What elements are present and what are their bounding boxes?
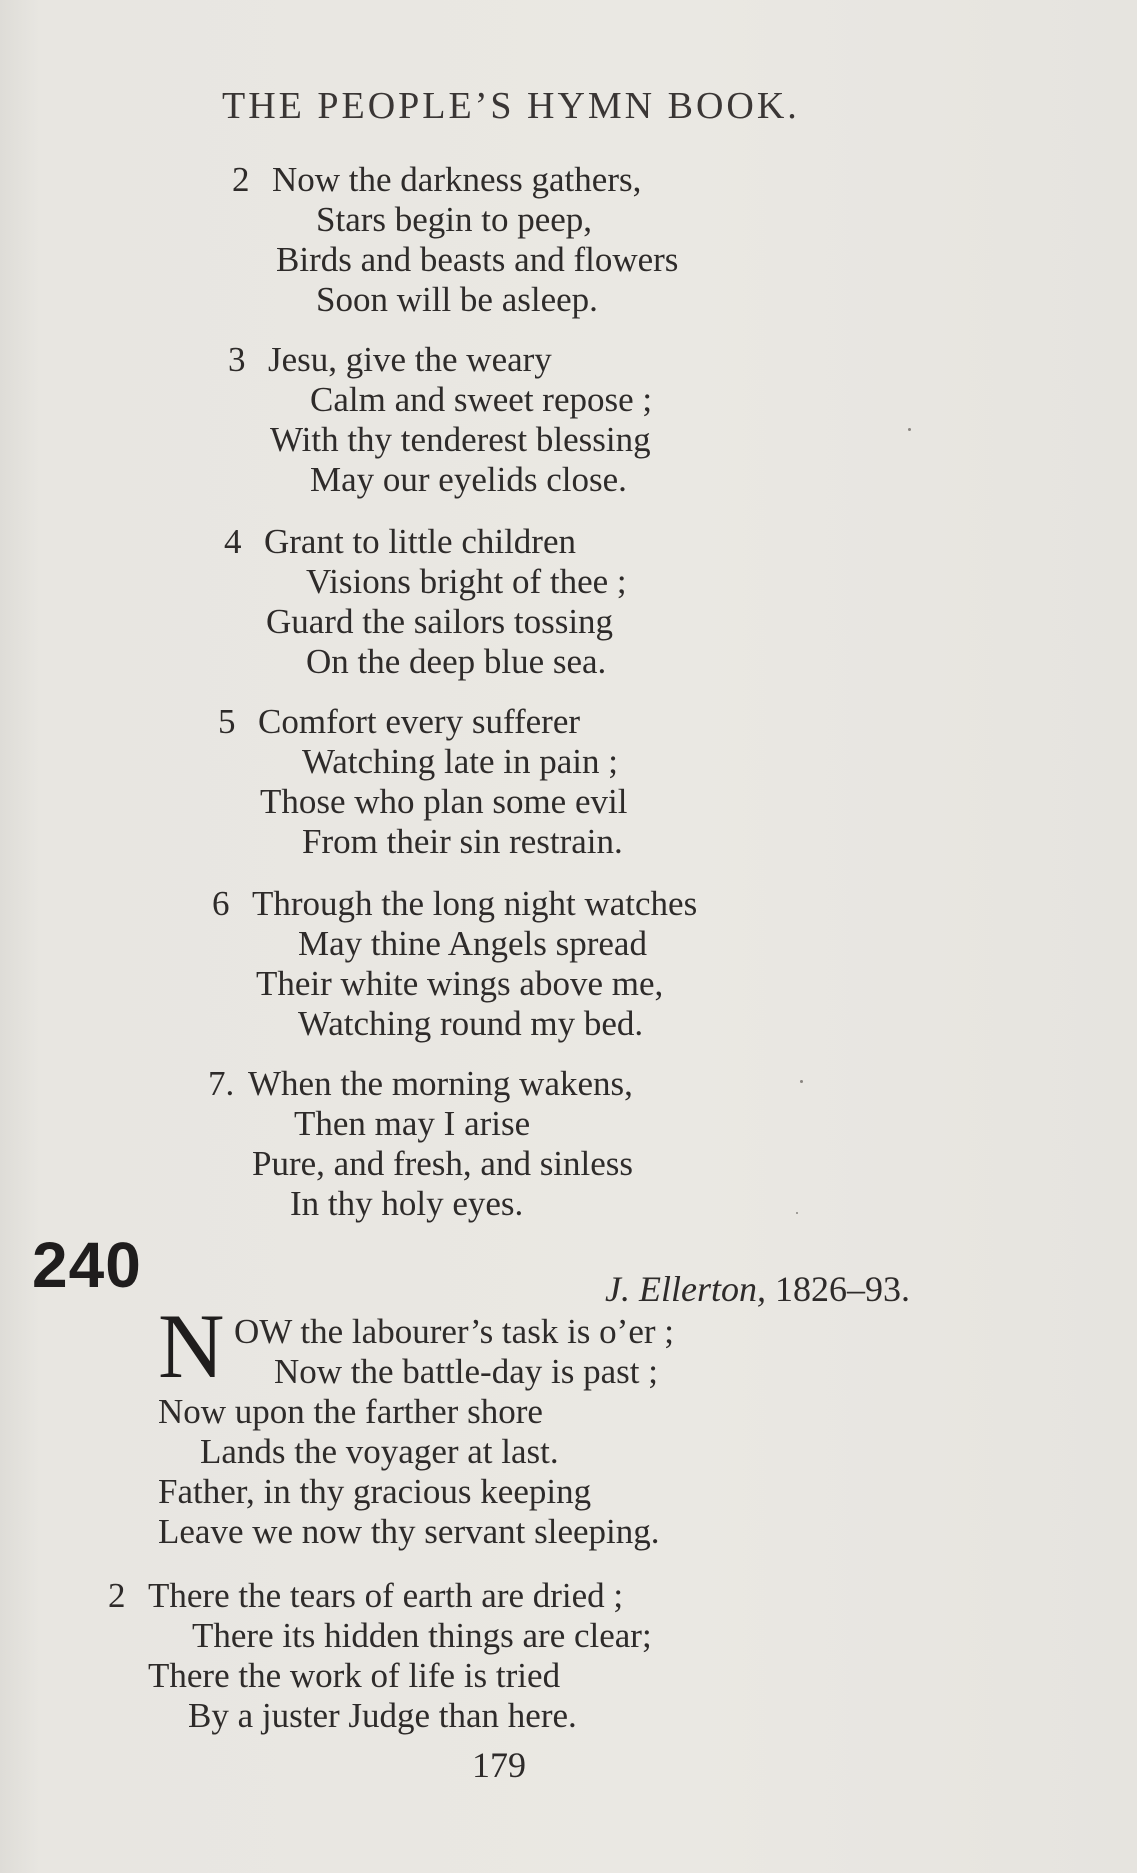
- verse-number: 3: [228, 340, 246, 379]
- page-number: 179: [472, 1745, 526, 1785]
- author-name: J. Ellerton,: [605, 1269, 766, 1309]
- hymn-239-verse-2: [232, 160, 678, 320]
- verse-line: Now the darkness gathers,: [272, 160, 642, 199]
- verse-line: There the tears of earth are dried ;: [148, 1576, 624, 1615]
- verse-line: Father, in thy gracious keeping: [158, 1472, 592, 1511]
- verse-line: On the deep blue sea.: [306, 642, 607, 681]
- paper-speck: [800, 1080, 803, 1083]
- running-head: THE PEOPLE’S HYMN BOOK.: [222, 85, 800, 127]
- verse-line: Leave we now thy servant sleeping.: [158, 1512, 660, 1551]
- verse-number: 2: [232, 160, 250, 199]
- verse-line: In thy holy eyes.: [290, 1184, 524, 1223]
- verse-line: When the morning wakens,: [248, 1064, 633, 1103]
- verse-line: Grant to little children: [264, 522, 576, 561]
- verse-line: Through the long night watches: [252, 884, 698, 923]
- verse-line: Their white wings above me,: [256, 964, 664, 1003]
- verse-number: 5: [218, 702, 236, 741]
- verse-line: Calm and sweet repose ;: [310, 380, 653, 419]
- hymn-240-verse-2: [108, 1576, 652, 1736]
- verse-line: Lands the voyager at last.: [200, 1432, 559, 1471]
- verse-line: May thine Angels spread: [298, 924, 647, 963]
- author-years: 1826–93.: [774, 1269, 910, 1309]
- verse-line: Then may I arise: [294, 1104, 531, 1143]
- verse-line: Jesu, give the weary: [268, 340, 552, 379]
- verse-number: 4: [224, 522, 242, 561]
- verse-number: 7.: [208, 1064, 235, 1103]
- verse-number: 2: [108, 1576, 126, 1615]
- verse-line: Now upon the farther shore: [158, 1392, 543, 1431]
- hymn-239-verse-4: [224, 522, 627, 682]
- paper-speck: [796, 1212, 798, 1214]
- hymn-author: [605, 1268, 910, 1310]
- verse-line: From their sin restrain.: [302, 822, 623, 861]
- drop-cap: N: [158, 1295, 225, 1397]
- verse-number: 6: [212, 884, 230, 923]
- verse-line: Guard the sailors tossing: [266, 602, 614, 641]
- verse-line: There its hidden things are clear;: [192, 1616, 652, 1655]
- verse-line: Stars begin to peep,: [316, 200, 593, 239]
- verse-line: Those who plan some evil: [260, 782, 628, 821]
- verse-line: Pure, and fresh, and sinless: [252, 1144, 634, 1183]
- hymn-239-verse-6: [212, 884, 697, 1044]
- verse-line: Comfort every sufferer: [258, 702, 581, 741]
- verse-line: With thy tenderest blessing: [270, 420, 651, 459]
- hymn-240-verse-1: [158, 1312, 674, 1552]
- verse-line: Watching round my bed.: [298, 1004, 644, 1043]
- verse-line: Watching late in pain ;: [302, 742, 618, 781]
- verse-line: Soon will be asleep.: [316, 280, 598, 319]
- hymn-239-verse-5: [218, 702, 627, 862]
- verse-line: Now the battle-day is past ;: [274, 1352, 658, 1391]
- hymn-239-verse-3: [228, 340, 652, 500]
- hymn-number: 240: [32, 1229, 142, 1301]
- verse-line: Birds and beasts and flowers: [276, 240, 679, 279]
- verse-line: OW the labourer’s task is o’er ;: [234, 1312, 674, 1351]
- hymn-239-verse-7: [208, 1064, 633, 1224]
- verse-line: There the work of life is tried: [148, 1656, 561, 1695]
- paper-speck: [908, 428, 911, 431]
- verse-line: Visions bright of thee ;: [306, 562, 627, 601]
- verse-line: By a juster Judge than here.: [188, 1696, 577, 1735]
- verse-line: May our eyelids close.: [310, 460, 627, 499]
